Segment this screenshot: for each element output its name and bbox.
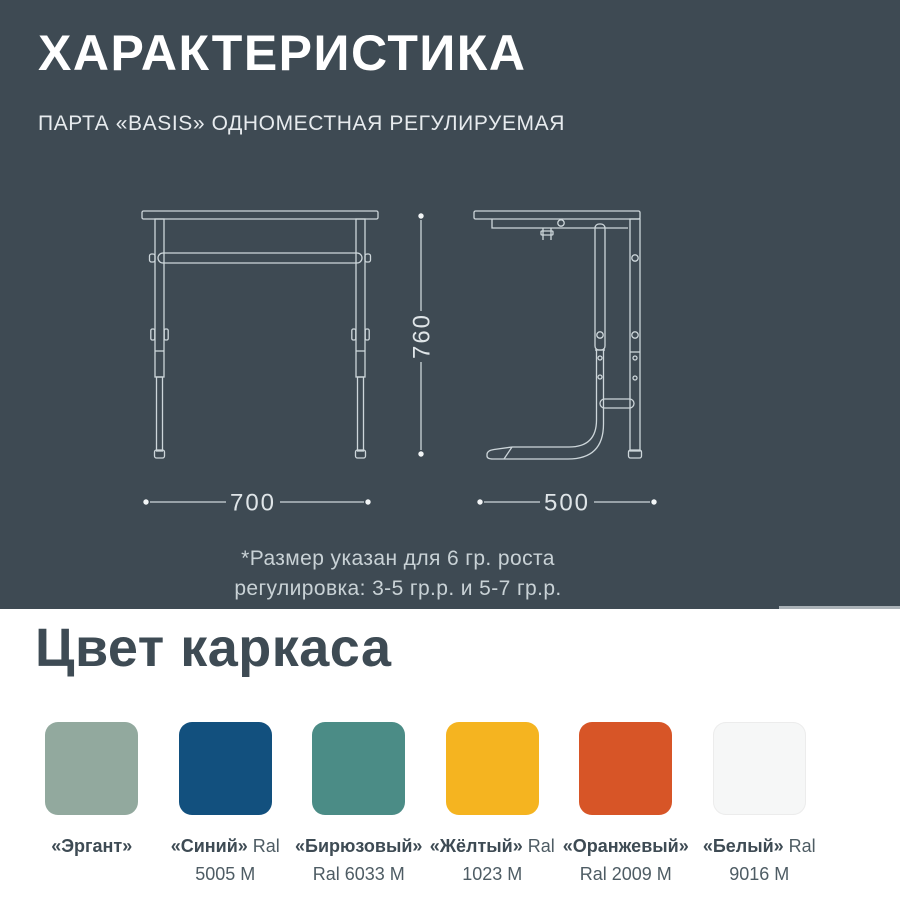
size-note-line1: *Размер указан для 6 гр. роста [241,547,555,570]
color-name: «Жёлтый» [429,836,523,856]
color-name: «Бирюзовый» [295,836,423,856]
color-option-orange [559,722,693,888]
color-ral-suffix: Ral [247,836,280,856]
color-ral-suffix: Ral [783,836,816,856]
color-label [295,832,422,888]
color-ral-code: Ral 2009 M [579,864,672,884]
dimension-depth [477,489,656,516]
color-swatch-blue[interactable] [179,722,272,815]
frame-color-heading: Цвет каркаса [35,618,392,678]
color-swatch-orange[interactable] [579,722,672,815]
page-title: ХАРАКТЕРИСТИКА [38,25,527,81]
dimension-height [408,213,435,456]
color-label [171,832,280,888]
color-label [563,832,689,888]
color-name: «Белый» [702,836,784,856]
color-option-blue [159,722,293,888]
color-label [51,832,132,860]
color-option-turquoise [292,722,426,888]
color-ral-code: 9016 M [729,864,790,884]
color-name: «Эргант» [51,836,133,856]
dimension-width [143,489,370,516]
color-option-yellow [426,722,560,888]
color-ral-suffix: Ral [522,836,555,856]
frame-color-panel [0,609,900,900]
color-option-white [693,722,827,888]
color-option-ergant [25,722,159,888]
size-note-line2: регулировка: 3-5 гр.р. и 5-7 гр.р. [234,577,562,600]
color-name: «Синий» [170,836,248,856]
color-ral-code: Ral 6033 M [312,864,405,884]
dimension-depth-label: 500 [543,489,591,517]
color-ral-code: 5005 M [195,864,256,884]
color-swatch-ergant[interactable] [45,722,138,815]
product-subtitle: ПАРТА «BASIS» ОДНОМЕСТНАЯ РЕГУЛИРУЕМАЯ [38,112,566,135]
color-swatch-yellow[interactable] [446,722,539,815]
color-ral-code: 1023 M [462,864,523,884]
color-swatch-white[interactable] [713,722,806,815]
color-label [430,832,555,888]
color-name: «Оранжевый» [562,836,689,856]
size-note [178,544,618,604]
color-label [703,832,816,888]
color-swatch-row [25,722,875,888]
dimension-height-label: 760 [408,312,436,360]
dimension-width-label: 700 [229,489,277,517]
color-swatch-turquoise[interactable] [312,722,405,815]
desk-side-view-drawing [474,211,642,459]
desk-front-view-drawing [142,211,378,458]
